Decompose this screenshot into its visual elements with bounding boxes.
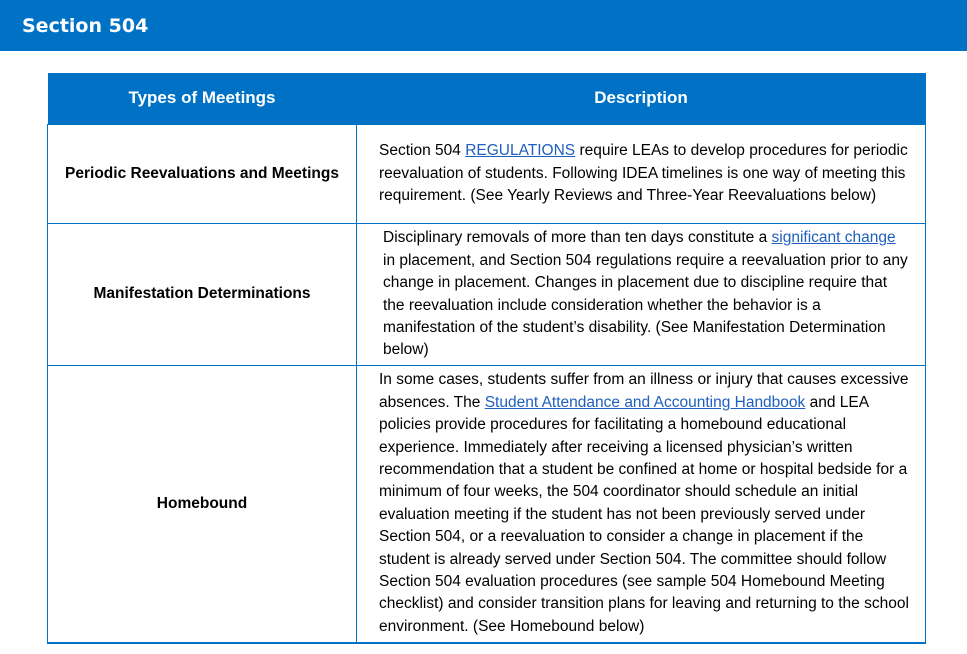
table-row bbox=[48, 125, 926, 224]
table-row bbox=[48, 366, 926, 643]
meeting-description-manifestation-determinations bbox=[357, 224, 926, 366]
section-title: Section 504 bbox=[0, 0, 967, 51]
description-text: Disciplinary removals of more than ten days constitute a bbox=[383, 229, 772, 247]
table-header-row bbox=[48, 73, 926, 125]
meeting-type-homebound: Homebound bbox=[48, 366, 357, 643]
attendance-handbook-link[interactable]: Student Attendance and Accounting Handbook bbox=[484, 393, 806, 411]
table-row bbox=[48, 224, 926, 366]
header-description: Description bbox=[357, 73, 926, 125]
significant-change-link[interactable]: significant change bbox=[771, 229, 896, 247]
description-text: in placement, and Section 504 regulations require a reevaluation prior to any change in placement. Changes in placement due to discipline require that the reevaluation include consideration whether the behavior is a manifestation of the student’s disability. (See Manifestation Determination below) bbox=[383, 251, 908, 359]
header-types-of-meetings: Types of Meetings bbox=[48, 73, 357, 125]
meeting-description-periodic-reevaluations bbox=[357, 125, 926, 224]
meetings-table bbox=[47, 73, 926, 644]
meeting-description-homebound bbox=[357, 366, 926, 643]
description-text: and LEA policies provide procedures for facilitating a homebound educational experience. Immediately after receiving a licensed physician’s written recommendation that a student be confined at home or hospital bedside for a minimum of four weeks, the 504 coordinator should schedule an initial evaluation meeting if the student has not been previously served under Section 504, or a reevaluation to consider a change in placement if the student is already served under Section 504. The committee should follow Section 504 evaluation procedures (see sample 504 Homebound Meeting checklist) and consider transition plans for leaving and returning to the school environment. (See Homebound below) bbox=[379, 393, 909, 635]
description-text: Section 504 bbox=[379, 142, 466, 160]
description-text: require LEAs to develop procedures for periodic reevaluation of students. Following IDEA timelines is one way of meeting this requirement. (See Yearly Reviews and Three-Year Reevaluations below) bbox=[379, 142, 908, 205]
meeting-type-periodic-reevaluations: Periodic Reevaluations and Meetings bbox=[48, 125, 357, 224]
regulations-link[interactable]: REGULATIONS bbox=[465, 142, 576, 160]
meeting-type-manifestation-determinations: Manifestation Determinations bbox=[48, 224, 357, 366]
description-text: In some cases, students suffer from an illness or injury that causes excessive absences. The bbox=[379, 371, 909, 411]
